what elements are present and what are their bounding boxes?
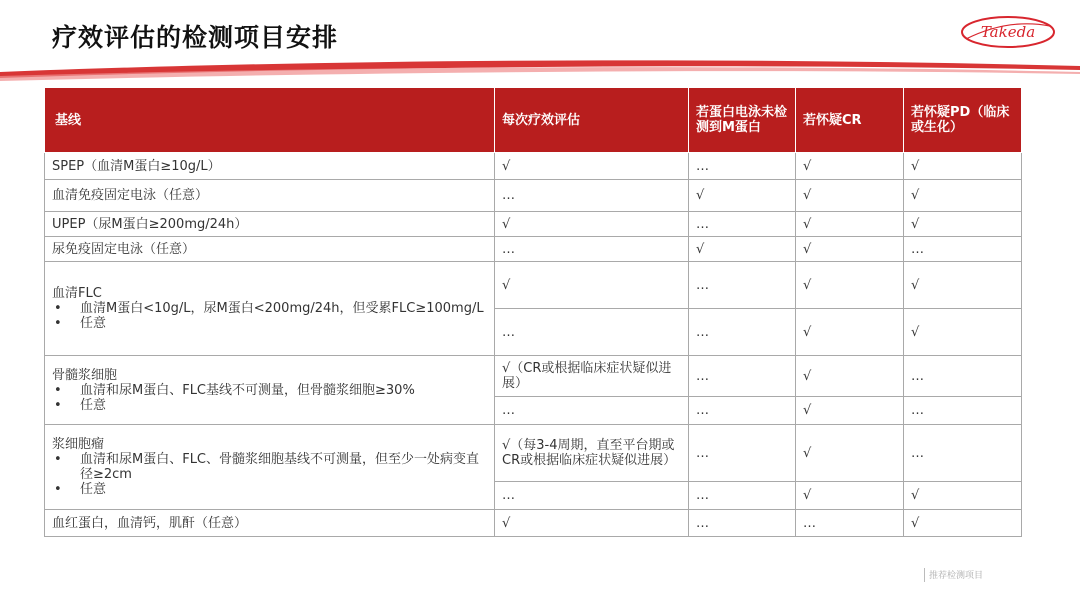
table-cell: … [495, 309, 689, 356]
table-row [45, 425, 1022, 482]
table-cell: … [689, 425, 796, 482]
table-cell: √ [796, 212, 904, 237]
table-cell: … [689, 262, 796, 309]
table-row [45, 356, 1022, 397]
table-cell: … [904, 397, 1022, 425]
header-swoosh [0, 54, 1080, 84]
bullet-icon: • [54, 452, 62, 467]
table-row [45, 262, 1022, 309]
table-cell: … [689, 510, 796, 537]
bullet-text: 任意 [80, 482, 107, 497]
table-cell: √ [495, 212, 689, 237]
table-cell: … [495, 397, 689, 425]
table-cell: √ [796, 356, 904, 397]
table-cell: … [689, 397, 796, 425]
row-label: 血清免疫固定电泳（任意） [45, 180, 495, 212]
bullet-text: 血清M蛋白<10g/L，尿M蛋白<200mg/24h，但受累FLC≥100mg/L [80, 301, 484, 316]
row-label-group [45, 262, 495, 356]
row-label: 血红蛋白，血清钙，肌酐（任意） [45, 510, 495, 537]
table-cell: √ [796, 397, 904, 425]
bullet-icon: • [54, 382, 62, 398]
bullet-text: 血清和尿M蛋白、FLC基线不可测量，但骨髓浆细胞≥30% [80, 382, 415, 398]
table-cell: √ [495, 153, 689, 180]
row-label-group [45, 425, 495, 510]
table-row [45, 510, 1022, 537]
bullet-item [52, 482, 487, 497]
row-label: 浆细胞瘤 [52, 437, 105, 452]
bullet-text: 血清和尿M蛋白、FLC、骨髓浆细胞基线不可测量，但至少一处病变直径≥2cm [80, 452, 480, 482]
col-header-no-m-protein: 若蛋白电泳未检测到M蛋白 [689, 88, 796, 153]
table-cell: √ [904, 153, 1022, 180]
table-cell: … [904, 356, 1022, 397]
table-row [45, 153, 1022, 180]
bullet-item [52, 316, 487, 331]
col-header-suspect-pd: 若怀疑PD（临床或生化） [904, 88, 1022, 153]
bullet-item [52, 398, 487, 413]
table-cell: … [796, 510, 904, 537]
bullet-item [52, 383, 487, 398]
table-cell: √ [796, 482, 904, 510]
row-label: 尿免疫固定电泳（任意） [45, 237, 495, 262]
table-cell: … [495, 237, 689, 262]
table-cell: √ [796, 237, 904, 262]
table-cell: √ [904, 510, 1022, 537]
table-cell: … [495, 482, 689, 510]
table-cell: √ [796, 153, 904, 180]
col-header-suspect-cr: 若怀疑CR [796, 88, 904, 153]
table-row [45, 212, 1022, 237]
bullet-item [52, 301, 487, 316]
row-label-group [45, 356, 495, 425]
table-cell: √ [904, 309, 1022, 356]
table-cell: √ [904, 180, 1022, 212]
bullet-icon: • [54, 397, 62, 413]
table-cell: … [904, 425, 1022, 482]
col-header-baseline: 基线 [45, 88, 495, 153]
footer-note: 推荐检测项目 [924, 568, 1029, 582]
bullet-icon: • [54, 482, 62, 497]
col-header-each-assessment: 每次疗效评估 [495, 88, 689, 153]
assessment-table [44, 87, 1022, 537]
table-row [45, 180, 1022, 212]
table-cell: √ [904, 262, 1022, 309]
table-cell: … [689, 356, 796, 397]
table-cell: √ [904, 482, 1022, 510]
header-row [45, 88, 1022, 153]
takeda-logo [958, 12, 1058, 52]
table-cell: √ [689, 180, 796, 212]
table-cell: √ [796, 309, 904, 356]
table-cell: … [689, 309, 796, 356]
table-cell: √ [495, 262, 689, 309]
table-row [45, 237, 1022, 262]
row-label: UPEP（尿M蛋白≥200mg/24h） [45, 212, 495, 237]
table-cell: √ [796, 180, 904, 212]
bullet-icon: • [54, 316, 62, 331]
bullet-item [52, 452, 487, 482]
table-cell: √ [796, 425, 904, 482]
table-cell: … [689, 212, 796, 237]
table-cell: √ [904, 212, 1022, 237]
table-cell: … [495, 180, 689, 212]
table-cell: √ [689, 237, 796, 262]
row-label: SPEP（血清M蛋白≥10g/L） [45, 153, 495, 180]
table-cell: √ [495, 510, 689, 537]
page-title: 疗效评估的检测项目安排 [52, 23, 339, 52]
bullet-icon: • [54, 301, 62, 316]
table-cell: … [689, 153, 796, 180]
logo-text: Takeda [980, 23, 1036, 41]
table-cell: √ [796, 262, 904, 309]
table-cell: … [689, 482, 796, 510]
table-body [45, 153, 1022, 537]
row-label: 骨髓浆细胞 [52, 367, 118, 383]
table-cell: … [904, 237, 1022, 262]
table-cell: √（CR或根据临床症状疑似进展） [495, 356, 689, 397]
bullet-text: 任意 [80, 397, 107, 413]
row-label: 血清FLC [52, 286, 102, 301]
bullet-text: 任意 [80, 316, 107, 331]
table-cell: √（每3-4周期，直至平台期或CR或根据临床症状疑似进展） [495, 425, 689, 482]
